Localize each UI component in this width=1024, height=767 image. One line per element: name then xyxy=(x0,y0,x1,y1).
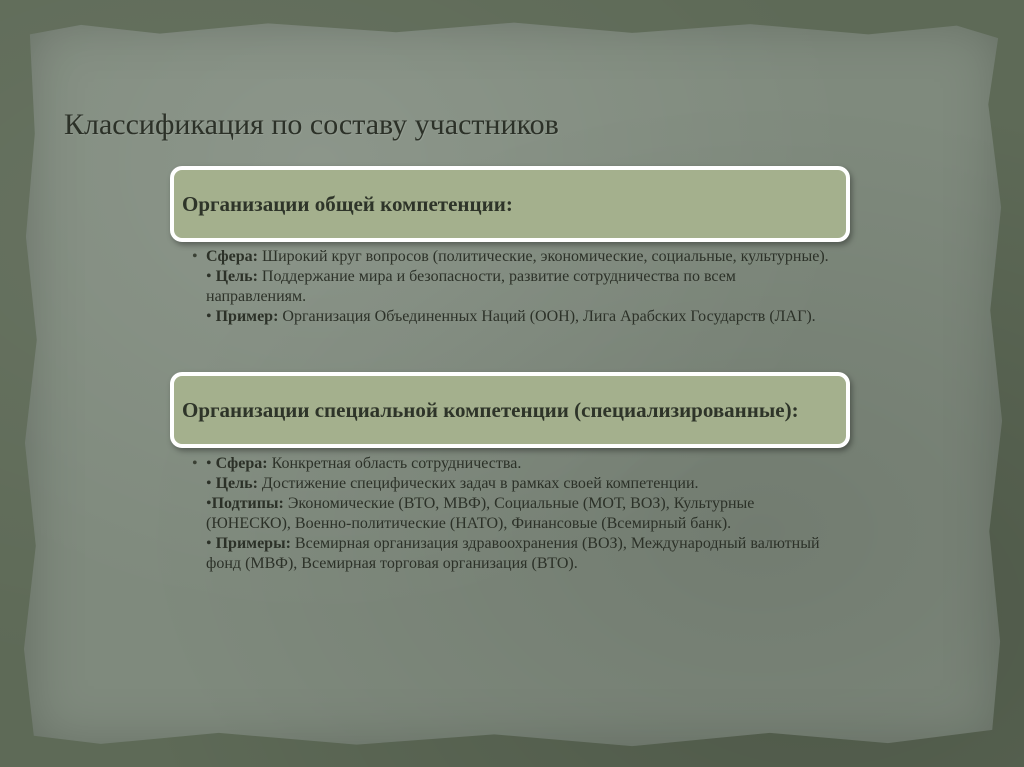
line-label: Цель: xyxy=(215,268,258,285)
line-text: Экономические (ВТО, МВФ), Социальные (МОТ, ВОЗ), Культурные (ЮНЕСКО), Военно-политические (НАТО), Финансовые (Всемирный банк). xyxy=(206,495,755,532)
line-label: Пример: xyxy=(215,308,279,325)
line-text: Организация Объединенных Наций (ООН), Лига Арабских Государств (ЛАГ). xyxy=(278,308,816,325)
line-text: Всемирная организация здравоохранения (ВОЗ), Международный валютный фонд (МВФ), Всемирная торговая организация (ВТО). xyxy=(206,535,820,572)
section-header-general-text: Организации общей компетенции: xyxy=(182,191,513,216)
line-prefix: • xyxy=(206,455,216,472)
line-label: Сфера: xyxy=(206,248,258,265)
section-list-special xyxy=(192,454,837,574)
line-text: Поддержание мира и безопасности, развитие сотрудничества по всем направлениям. xyxy=(206,268,736,305)
list-item xyxy=(192,454,837,574)
line-prefix: • xyxy=(206,308,216,325)
section-header-special xyxy=(170,372,850,448)
line-prefix: • xyxy=(206,268,216,285)
line-text: Широкий круг вопросов (политические, экономические, социальные, культурные). xyxy=(257,248,829,265)
section-list-general xyxy=(192,247,832,327)
list-line xyxy=(206,247,832,267)
section-header-general xyxy=(170,166,850,242)
line-prefix: • xyxy=(206,535,216,552)
section-header-special-text: Организации специальной компетенции (специализированные): xyxy=(182,397,799,422)
line-label: Сфера: xyxy=(215,455,268,472)
line-text: Достижение специфических задач в рамках своей компетенции. xyxy=(257,475,699,492)
list-line xyxy=(206,534,837,574)
line-prefix: • xyxy=(206,495,212,512)
list-line xyxy=(206,494,837,534)
line-text: Конкретная область сотрудничества. xyxy=(267,455,522,472)
list-item xyxy=(192,247,832,327)
slide-title: Классификация по составу участников xyxy=(64,108,559,141)
list-line xyxy=(206,454,837,474)
list-line xyxy=(206,267,832,307)
line-prefix: • xyxy=(206,475,216,492)
bullet-icon: • xyxy=(192,455,198,472)
line-label: Цель: xyxy=(215,475,258,492)
list-line xyxy=(206,307,832,327)
list-line xyxy=(206,474,837,494)
line-label: Примеры: xyxy=(215,535,291,552)
bullet-icon: • xyxy=(192,248,198,265)
line-label: Подтипы: xyxy=(211,495,284,512)
